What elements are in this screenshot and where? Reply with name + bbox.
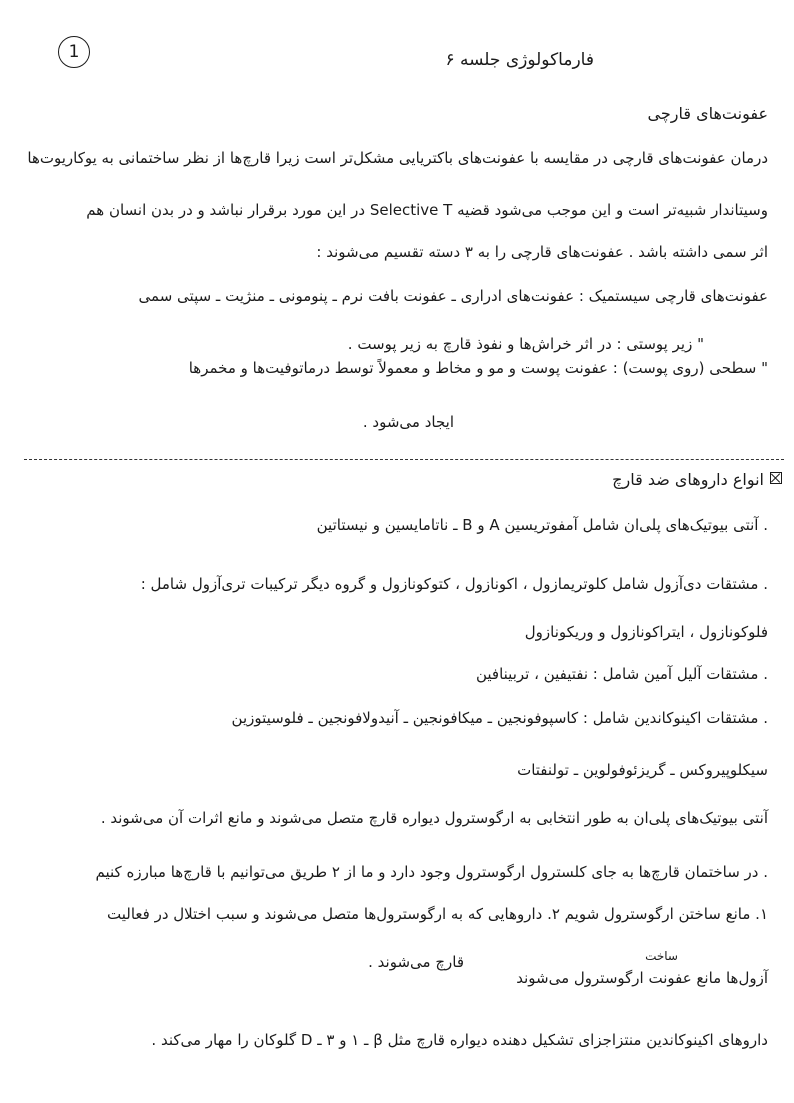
paragraph-line: درمان عفونت‌های قارچی در مقایسه با عفونت‌های باکتریایی مشکل‌تر است زیرا قارچ‌ها از نظر ساختمانی به یوکاریوت‌ها <box>27 149 768 167</box>
paragraph-line: اثر سمی داشته باشد . عفونت‌های قارچی را به ۳ دسته تقسیم می‌شوند : <box>316 243 768 261</box>
paragraph-line: . در ساختمان قارچ‌ها به جای کلسترول ارگوسترول وجود دارد و ما از ۲ طریق می‌توانیم با قارچ‌ها مبارزه کنیم <box>95 863 768 881</box>
page-title: فارماکولوژی جلسه ۶ <box>445 50 594 70</box>
drug-class-item: فلوکونازول ، ایتراکونازول و وریکونازول <box>524 623 768 641</box>
checkbox-icon <box>770 472 782 484</box>
paragraph-line: آنتی بیوتیک‌های پلی‌ان به طور انتخابی به ارگوسترول دیواره قارچ متصل می‌شوند و مانع اثرات آن می‌شوند . <box>100 809 768 827</box>
section-heading-antifungal-drugs: انواع داروهای ضد قارچ <box>612 470 764 489</box>
paragraph-line: وسیتاندار شبیه‌تر است و این موجب می‌شود قضیه Selective T در این مورد برقرار نباشد و در بدن انسان هم <box>86 201 768 219</box>
section-heading-fungal-infections: عفونت‌های قارچی <box>647 104 768 123</box>
paragraph-line: قارچ می‌شوند . <box>368 953 464 971</box>
drug-class-item: . مشتقات دی‌آزول شامل کلوتریمازول ، اکونازول ، کتوکونازول و گروه دیگر ترکیبات تری‌آزول شامل : <box>140 575 768 593</box>
inserted-word: ساخت <box>645 949 678 963</box>
list-item-subcutaneous: " زیر پوستی : در اثر خراش‌ها و نفوذ قارچ به زیر پوست . <box>347 335 704 353</box>
list-item-systemic: عفونت‌های قارچی سیستمیک : عفونت‌های ادراری ـ عفونت بافت نرم ـ پنومونی ـ منژیت ـ سپتی سمی <box>138 287 768 305</box>
section-divider <box>24 459 784 460</box>
paragraph-line: داروهای اکینوکاندین منتزاجزای تشکیل دهنده دیواره قارچ مثل β ـ ۱ و ۳ ـ D گلوکان را مهار می‌کند . <box>151 1031 768 1049</box>
drug-class-item: . مشتقات آلیل آمین شامل : نفتیفین ، تربینافین <box>475 665 768 683</box>
drug-class-item: . آنتی بیوتیک‌های پلی‌ان شامل آمفوتریسین A و B ـ ناتامایسین و نیستاتین <box>316 516 768 534</box>
drug-class-item: سیکلوپیروکس ـ گریزئوفولوین ـ تولنفتات <box>517 761 768 779</box>
list-item-superficial: " سطحی (روی پوست) : عفونت پوست و مو و مخاط و معمولاً توسط درماتوفیت‌ها و مخمرها <box>188 359 768 377</box>
list-item-continuation: ایجاد می‌شود . <box>362 413 454 431</box>
paragraph-line: آزول‌ها مانع عفونت ارگوسترول می‌شوند <box>516 969 768 987</box>
drug-class-item: . مشتقات اکینوکاندین شامل : کاسپوفونجین ـ میکافونجین ـ آنیدولافونجین ـ فلوسیتوزین <box>231 709 768 727</box>
paragraph-line: ۱. مانع ساختن ارگوسترول شویم ۲. داروهایی که به ارگوسترول‌ها متصل می‌شوند و سبب اختلال در فعالیت <box>107 905 768 923</box>
page-number-circle: 1 <box>58 36 90 68</box>
